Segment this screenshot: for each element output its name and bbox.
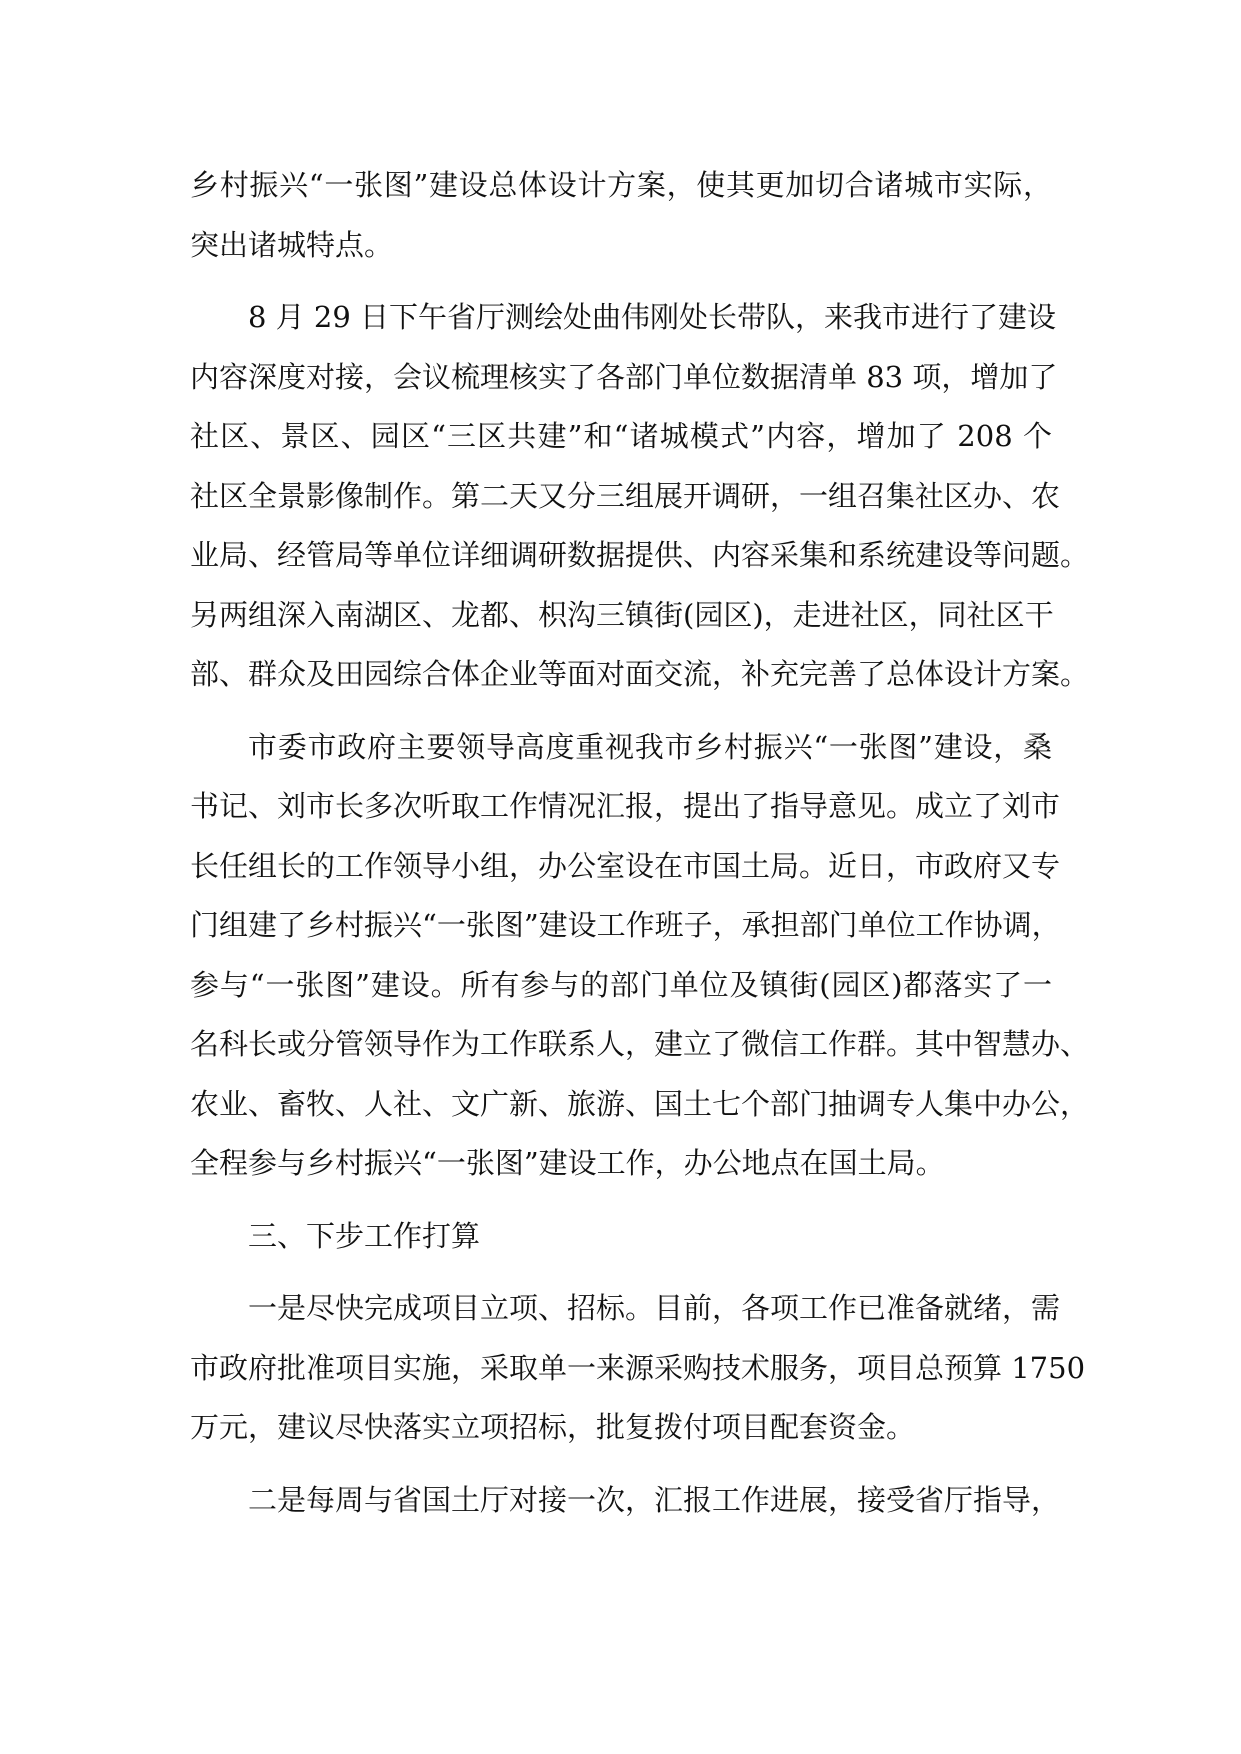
paragraph — [190, 1471, 1061, 1531]
text-line: 市政府批准项目实施，采取单一来源采购技术服务，项目总预算 1750 — [190, 1350, 1086, 1385]
paragraph — [190, 1279, 1086, 1458]
text-line: 乡村振兴“一张图”建设总体设计方案，使其更加切合诸城市实际， — [190, 168, 1052, 202]
text-line: 部、群众及田园综合体企业等面对面交流，补充完善了总体设计方案。 — [190, 657, 1090, 691]
text-line: 另两组深入南湖区、龙都、枳沟三镇街(园区)，走进社区，同社区干 — [190, 597, 1054, 632]
paragraph-gap — [190, 275, 1052, 288]
text-line: 名科长或分管领导作为工作联系人，建立了微信工作群。其中智慧办、 — [190, 1027, 1090, 1061]
text-line: 农业、畜牧、人社、文广新、旅游、国土七个部门抽调专人集中办公， — [190, 1086, 1090, 1121]
paragraph-gap — [190, 1266, 1052, 1279]
text-line: 8 月 29 日下午省厅测绘处曲伟刚处长带队，来我市进行了建设 — [248, 300, 1057, 334]
paragraph — [190, 718, 1090, 1194]
section-heading — [190, 1207, 1052, 1267]
text-line: 社区全景影像制作。第二天又分三组展开调研，一组召集社区办、农 — [190, 478, 1061, 513]
text-line: 二是每周与省国土厅对接一次，汇报工作进展，接受省厅指导， — [248, 1482, 1061, 1517]
text-line: 突出诸城特点。 — [190, 227, 394, 262]
text-line: 门组建了乡村振兴“一张图”建设工作班子，承担部门单位工作协调， — [190, 908, 1061, 942]
text-line: 业局、经管局等单位详细调研数据提供、内容采集和系统建设等问题。 — [190, 538, 1090, 572]
text-line: 万元，建议尽快落实立项招标，批复拨付项目配套资金。 — [190, 1410, 916, 1444]
text-line: 市委市政府主要领导高度重视我市乡村振兴“一张图”建设，桑 — [248, 729, 1052, 764]
text-line: 书记、刘市长多次听取工作情况汇报，提出了指导意见。成立了刘市 — [190, 789, 1061, 823]
paragraph — [190, 156, 1052, 275]
text-line: 社区、景区、园区“三区共建”和“诸城模式”内容，增加了 208 个 — [190, 419, 1052, 453]
document-body — [190, 156, 1090, 1530]
paragraph-gap — [190, 1194, 1052, 1207]
text-line: 长任组长的工作领导小组，办公室设在市国土局。近日，市政府又专 — [190, 848, 1061, 883]
text-line: 全程参与乡村振兴“一张图”建设工作，办公地点在国土局。 — [190, 1146, 945, 1180]
paragraph-gap — [190, 1458, 1052, 1471]
text-line: 内容深度对接，会议梳理核实了各部门单位数据清单 83 项，增加了 — [190, 359, 1058, 394]
paragraph — [190, 288, 1090, 705]
text-line: 一是尽快完成项目立项、招标。目前，各项工作已准备就绪，需 — [248, 1291, 1061, 1325]
text-line: 参与“一张图”建设。所有参与的部门单位及镇街(园区)都落实了一 — [190, 967, 1052, 1002]
paragraph-gap — [190, 705, 1052, 718]
heading-text: 三、下步工作打算 — [248, 1218, 481, 1253]
